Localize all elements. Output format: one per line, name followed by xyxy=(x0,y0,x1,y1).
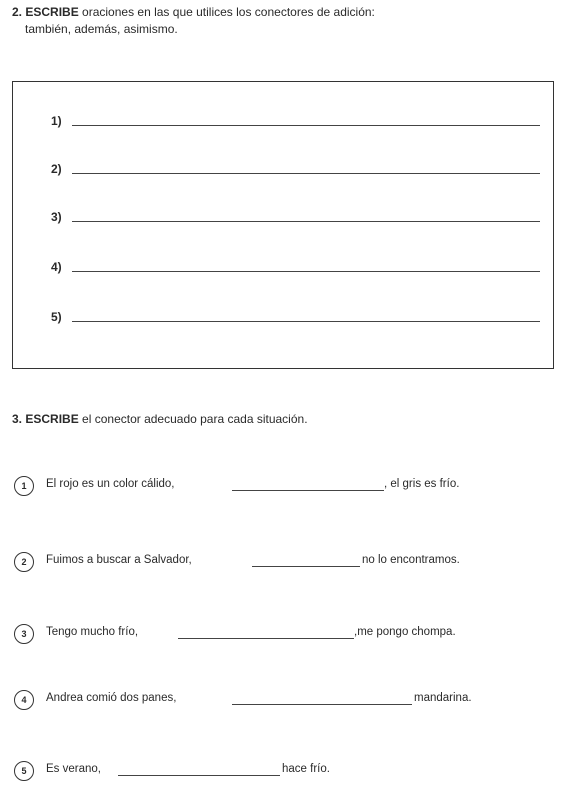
line-number: 4) xyxy=(51,260,62,274)
answer-line-2[interactable] xyxy=(51,162,71,176)
exercise-item-2 xyxy=(14,552,554,574)
connector-list: también, además, asimismo. xyxy=(25,22,178,36)
sentence-end: ,me pongo chompa. xyxy=(354,626,456,638)
line-number: 2) xyxy=(51,162,62,176)
question-3-heading xyxy=(12,411,308,427)
item-number-badge: 4 xyxy=(14,690,34,710)
item-number-badge: 5 xyxy=(14,761,34,781)
blank-line[interactable] xyxy=(118,775,280,776)
sentence-end: mandarina. xyxy=(414,692,472,704)
answer-box xyxy=(12,81,554,369)
instruction-text: el conector adecuado para cada situación. xyxy=(82,412,308,426)
item-number-badge: 3 xyxy=(14,624,34,644)
sentence-end: no lo encontramos. xyxy=(362,554,460,566)
answer-line-4[interactable] xyxy=(51,260,71,274)
answer-line-5[interactable] xyxy=(51,310,71,324)
answer-line-1[interactable] xyxy=(51,114,71,128)
exercise-item-5 xyxy=(14,761,554,783)
write-line[interactable] xyxy=(72,221,540,222)
line-number: 1) xyxy=(51,114,62,128)
sentence-start: Es verano, xyxy=(46,763,101,775)
write-line[interactable] xyxy=(72,173,540,174)
item-number-badge: 1 xyxy=(14,476,34,496)
sentence-end: hace frío. xyxy=(282,763,330,775)
instruction-text: oraciones en las que utilices los conectores de adición: xyxy=(82,5,375,19)
write-line[interactable] xyxy=(72,125,540,126)
question-number: 2. xyxy=(12,5,23,19)
answer-line-3[interactable] xyxy=(51,210,71,224)
line-number: 5) xyxy=(51,310,62,324)
instruction-keyword: ESCRIBE xyxy=(25,5,79,19)
question-2-heading xyxy=(12,4,375,20)
write-line[interactable] xyxy=(72,321,540,322)
instruction-keyword: ESCRIBE xyxy=(25,412,79,426)
exercise-item-3 xyxy=(14,624,554,646)
exercise-item-1 xyxy=(14,476,554,498)
blank-line[interactable] xyxy=(232,704,412,705)
write-line[interactable] xyxy=(72,271,540,272)
sentence-start: El rojo es un color cálido, xyxy=(46,478,175,490)
line-number: 3) xyxy=(51,210,62,224)
blank-line[interactable] xyxy=(178,638,354,639)
sentence-start: Tengo mucho frío, xyxy=(46,626,139,638)
sentence-end: , el gris es frío. xyxy=(384,478,460,490)
question-number: 3. xyxy=(12,412,23,426)
exercise-item-4 xyxy=(14,690,554,712)
item-number-badge: 2 xyxy=(14,552,34,572)
blank-line[interactable] xyxy=(232,490,384,491)
sentence-start: Andrea comió dos panes, xyxy=(46,692,177,704)
sentence-start: Fuimos a buscar a Salvador, xyxy=(46,554,192,566)
blank-line[interactable] xyxy=(252,566,360,567)
